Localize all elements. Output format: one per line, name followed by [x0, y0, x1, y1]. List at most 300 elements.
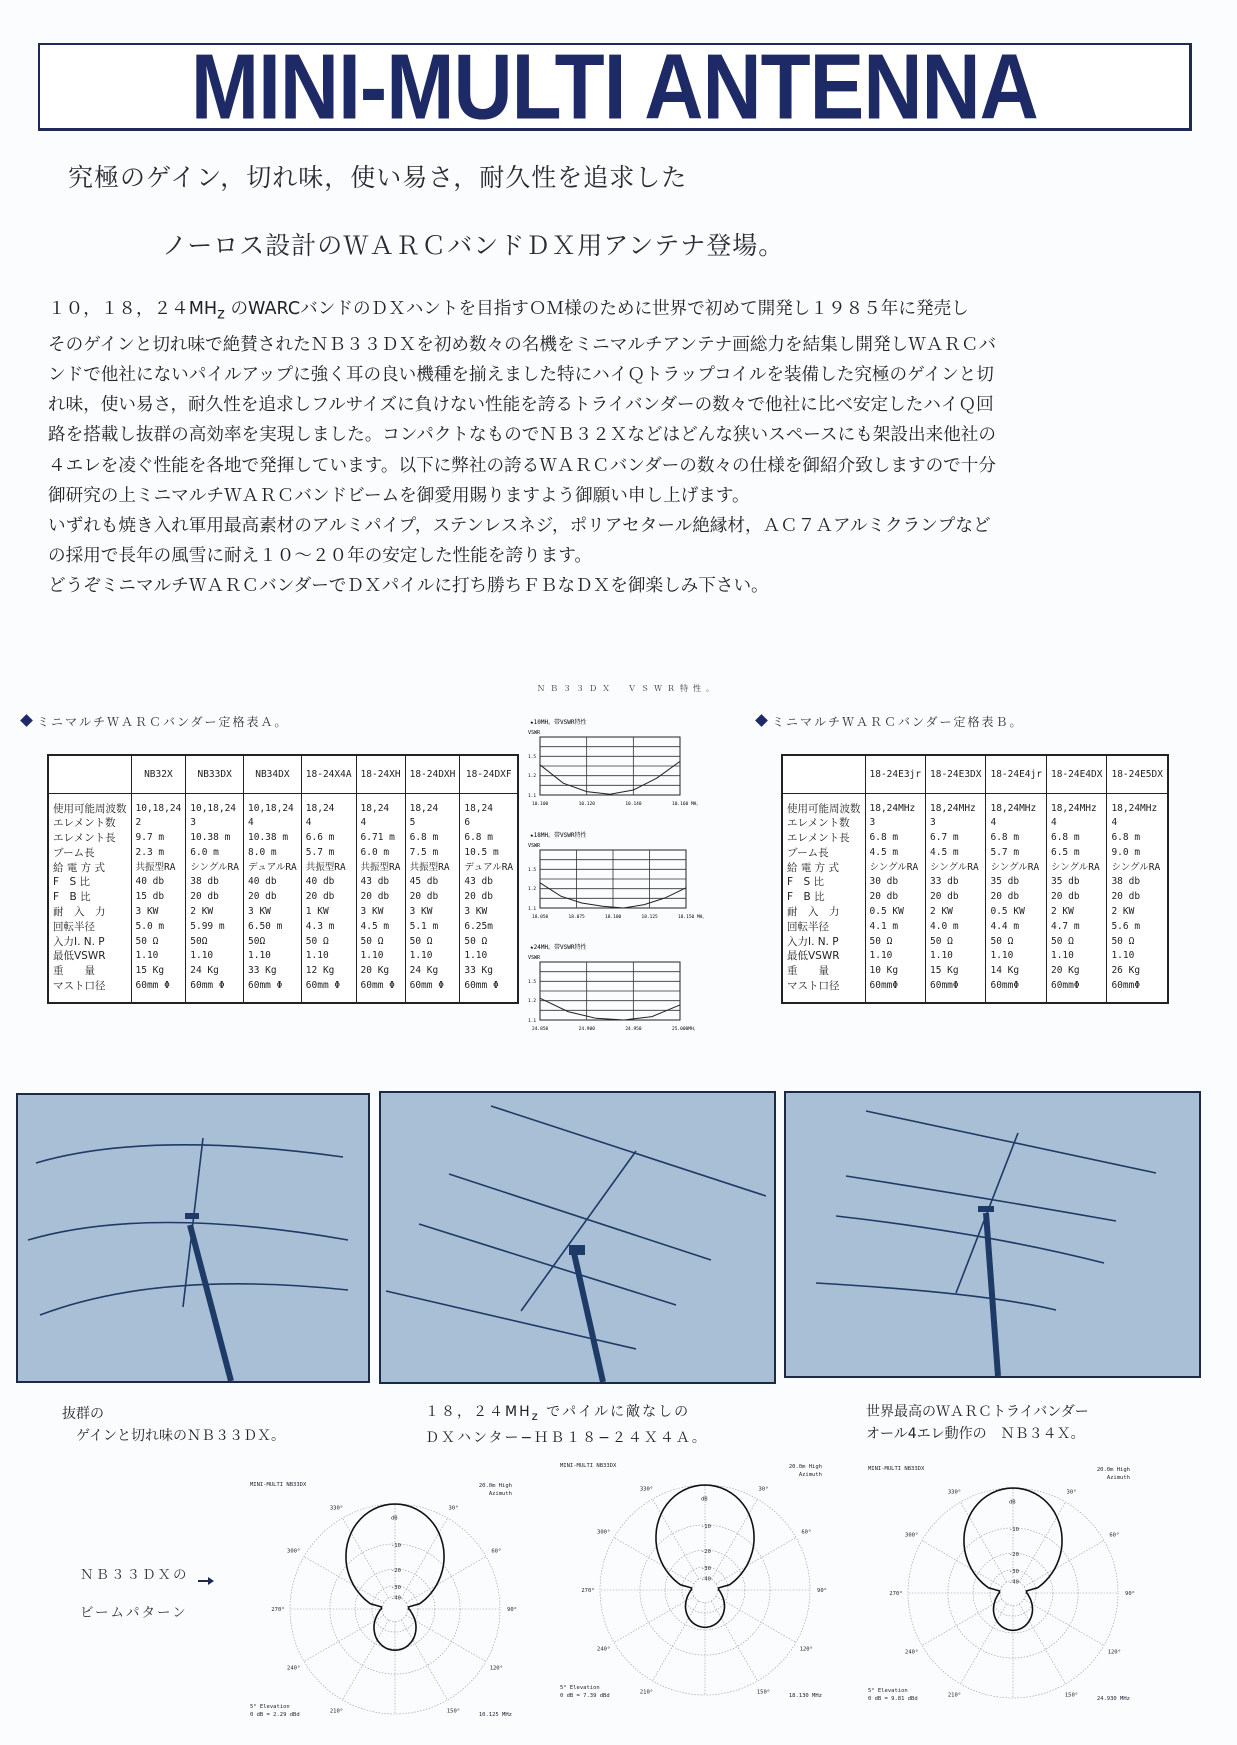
- polar-header: MINI-MULTI NB33DX: [560, 1463, 617, 1469]
- polar-angle-label: 60°: [1109, 1532, 1120, 1539]
- table-cell: 45 db: [405, 875, 460, 890]
- table-cell: 1.10: [301, 949, 356, 964]
- row-label: エレメント数: [48, 816, 131, 831]
- table-cell: 60mm Φ: [131, 979, 186, 1003]
- polar-header: MINI-MULTI NB33DX: [250, 1482, 307, 1488]
- vswr-y-tick-label: 1.5: [528, 980, 537, 985]
- vswr-x-tick-label: 18.150 MH。: [678, 915, 707, 920]
- table-cell: 38 db: [186, 875, 244, 890]
- vswr-chart-label: ★18MH。帯VSWR特性: [530, 832, 587, 839]
- polar-mode: Azimuth: [488, 1491, 512, 1497]
- table-row: [782, 793, 1168, 816]
- table-cell: 60mm Φ: [301, 979, 356, 1003]
- table-cell: 50 Ω: [131, 935, 186, 950]
- table-cell: 10 Kg: [865, 964, 925, 979]
- vswr-y-axis-label: VSWR: [528, 730, 541, 736]
- table-a-caption: [22, 713, 289, 730]
- table-cell: 6.0 m: [356, 846, 405, 861]
- polar-spoke: [711, 1499, 757, 1579]
- vswr-chart-24mhz: [528, 940, 708, 1040]
- polar-angle-label: 330°: [329, 1505, 344, 1512]
- column-header: 18-24E3DX: [926, 755, 986, 793]
- table-cell: 20 db: [986, 890, 1046, 905]
- table-cell: 3 KW: [131, 905, 186, 920]
- polar-mode: Azimuth: [798, 1472, 822, 1478]
- polar-angle-label: 240°: [597, 1646, 611, 1653]
- polar-angle-label: 270°: [889, 1591, 903, 1597]
- column-header: 18-24E4jr: [986, 755, 1046, 793]
- row-label: 重 量: [782, 964, 865, 979]
- table-cell: 20 db: [301, 890, 356, 905]
- column-header: 18-24DXF: [460, 755, 518, 793]
- table-cell: 12 Kg: [301, 964, 356, 979]
- photo-caption-2-line-1: １８，$24MH_z$ でパイルに敵なしの: [425, 1404, 691, 1423]
- polar-ring-label: -20: [391, 1568, 401, 1575]
- polar-ring-label: -10: [1009, 1526, 1019, 1533]
- polar-plot-24mhz: [868, 1458, 1188, 1728]
- page-title: MINI-MULTI ANTENNA: [191, 34, 1038, 138]
- polar-gain-reference: 0 dB = 7.39 dBd: [560, 1693, 610, 1699]
- table-cell: 6.8 m: [460, 831, 518, 846]
- polar-ring-label: -20: [701, 1549, 711, 1556]
- row-label: 最低VSWR: [782, 949, 865, 964]
- table-cell: 8.0 m: [244, 846, 302, 861]
- table-cell: 18,24MHz: [1107, 793, 1168, 816]
- table-cell: 50 Ω: [356, 935, 405, 950]
- photo-caption-2: [425, 1401, 708, 1449]
- table-cell: 9.7 m: [131, 831, 186, 846]
- row-label: エレメント数: [782, 816, 865, 831]
- table-cell: シングルRA: [865, 861, 925, 876]
- table-cell: デュアルRA: [460, 861, 518, 876]
- table-row: [782, 905, 1168, 920]
- polar-spoke: [961, 1502, 1007, 1582]
- polar-ring: [330, 1544, 460, 1674]
- table-cell: 18,24MHz: [865, 793, 925, 816]
- table-row: [48, 793, 518, 816]
- photo-caption-1-line-1: 抜群の: [62, 1406, 104, 1422]
- row-label: 入力I. N. P: [782, 935, 865, 950]
- polar-ring-label: -40: [391, 1595, 401, 1602]
- row-label: 耐 入 力: [48, 905, 131, 920]
- polar-angle-label: 90°: [1125, 1591, 1135, 1597]
- table-cell: 4.1 m: [865, 920, 925, 935]
- table-cell: 14 Kg: [986, 964, 1046, 979]
- table-cell: 9.0 m: [1107, 846, 1168, 861]
- polar-spoke: [343, 1518, 389, 1598]
- vswr-x-tick-label: 25.000MH。: [672, 1027, 699, 1032]
- table-cell: 50 Ω: [865, 935, 925, 950]
- vswr-x-tick-label: 10.160 MH。: [672, 802, 701, 807]
- row-label: エレメント長: [48, 831, 131, 846]
- antenna-photo-3: [784, 1091, 1201, 1378]
- table-row: [782, 890, 1168, 905]
- column-header: 18-24E3jr: [865, 755, 925, 793]
- vswr-x-tick-label: 10.120: [578, 802, 595, 807]
- table-cell: 10,18,24: [131, 793, 186, 816]
- vswr-x-tick-label: 18.050: [532, 915, 549, 920]
- intro-line: そのゲインと切れ味で絶賛されたＮＢ３３ＤＸを初め数々の名機をミニマルチアンテナ画総力を結集し開発しＷＡＲＣバ: [48, 334, 997, 355]
- table-row: [48, 964, 518, 979]
- table-cell: 1.10: [926, 949, 986, 964]
- right-arrow-icon: [198, 1577, 214, 1585]
- table-cell: 6: [460, 816, 518, 831]
- table-cell: 3 KW: [460, 905, 518, 920]
- table-cell: 4: [356, 816, 405, 831]
- table-cell: 33 Kg: [244, 964, 302, 979]
- polar-spoke: [406, 1615, 486, 1661]
- table-cell: 60mmΦ: [986, 979, 1046, 1003]
- table-cell: 5.99 m: [186, 920, 244, 935]
- row-label: 重 量: [48, 964, 131, 979]
- table-row: [782, 964, 1168, 979]
- intro-line: ンドで他社にないパイルアップに強く耳の良い機種を揃えました特にハイＱトラップコイルを装備した究極のゲインと切: [48, 364, 994, 385]
- spec-table-a: [47, 754, 519, 1004]
- table-cell: 40 db: [301, 875, 356, 890]
- table-cell: 共振型RA: [356, 861, 405, 876]
- column-header: 18-24DXH: [405, 755, 460, 793]
- vswr-y-tick-label: 1.1: [528, 794, 537, 799]
- table-cell: 1 KW: [301, 905, 356, 920]
- table-cell: 1.10: [186, 949, 244, 964]
- photo-caption-3: [866, 1401, 1089, 1445]
- intro-line: どうぞミニマルチＷＡＲＣバンダーでＤＸパイルに打ち勝ちＦＢなＤＸを御楽しみ下さい。: [48, 576, 769, 597]
- vswr-x-tick-label: 18.125: [641, 915, 658, 920]
- table-cell: 4: [1046, 816, 1106, 831]
- polar-plot-10mhz: [250, 1474, 540, 1734]
- table-cell: 4.3 m: [301, 920, 356, 935]
- table-cell: 60mmΦ: [865, 979, 925, 1003]
- polar-spoke: [343, 1620, 389, 1700]
- row-label: F S 比: [782, 875, 865, 890]
- polar-ring-label: -40: [701, 1576, 711, 1583]
- polar-angle-label: 300°: [905, 1532, 919, 1539]
- table-cell: 60mm Φ: [244, 979, 302, 1003]
- table-row: [48, 949, 518, 964]
- table-cell: 5.0 m: [131, 920, 186, 935]
- vswr-chart-10mhz: [528, 715, 708, 815]
- vswr-x-tick-label: 10.100: [532, 802, 549, 807]
- diamond-bullet-icon: [20, 714, 33, 727]
- table-cell: 24 Kg: [405, 964, 460, 979]
- table-row: [782, 816, 1168, 831]
- table-cell: 43 db: [460, 875, 518, 890]
- table-cell: デュアルRA: [244, 861, 302, 876]
- polar-ring-label: dB: [391, 1515, 398, 1522]
- table-cell: 4.7 m: [1046, 920, 1106, 935]
- table-cell: 20 db: [1107, 890, 1168, 905]
- polar-spoke: [304, 1615, 384, 1661]
- table-cell: 15 db: [131, 890, 186, 905]
- table-cell: 6.6 m: [301, 831, 356, 846]
- table-cell: 50 Ω: [460, 935, 518, 950]
- polar-height-note: 20.0m High: [1096, 1467, 1130, 1473]
- table-cell: 5.1 m: [405, 920, 460, 935]
- column-header: NB34DX: [244, 755, 302, 793]
- title-banner: [38, 34, 1192, 138]
- polar-spoke: [711, 1601, 757, 1681]
- row-label: 回転半径: [782, 920, 865, 935]
- subtitle-2: ノーロス設計のＷＡＲＣバンドＤＸ用アンテナ登場。: [162, 231, 785, 260]
- table-cell: 2 KW: [1107, 905, 1168, 920]
- table-cell: 6.71 m: [356, 831, 405, 846]
- polar-angle-label: 240°: [287, 1665, 301, 1672]
- polar-gain-reference: 0 dB = 9.81 dBd: [868, 1696, 918, 1702]
- table-cell: 50 Ω: [1107, 935, 1168, 950]
- vswr-x-tick-label: 24.900: [578, 1027, 595, 1032]
- polar-ring-label: -10: [701, 1523, 711, 1530]
- polar-angle-label: 330°: [947, 1489, 962, 1496]
- table-row: [782, 831, 1168, 846]
- table-cell: 26 Kg: [1107, 964, 1168, 979]
- table-cell: 3: [186, 816, 244, 831]
- table-row: [48, 979, 518, 1003]
- polar-ring-label: -40: [1009, 1579, 1019, 1586]
- polar-header: MINI-MULTI NB33DX: [868, 1466, 925, 1472]
- table-cell: 4.4 m: [986, 920, 1046, 935]
- diamond-bullet-icon: [755, 714, 768, 727]
- table-cell: 20 db: [1046, 890, 1106, 905]
- table-cell: 35 db: [1046, 875, 1106, 890]
- table-cell: 4: [986, 816, 1046, 831]
- table-cell: シングルRA: [1107, 861, 1168, 876]
- spec-table-b: [781, 754, 1169, 1004]
- table-cell: 18,24: [356, 793, 405, 816]
- polar-ring-label: dB: [1009, 1499, 1016, 1506]
- table-cell: 6.8 m: [1046, 831, 1106, 846]
- polar-ring-label: -30: [391, 1584, 401, 1591]
- vswr-x-tick-label: 18.075: [568, 915, 585, 920]
- table-cell: 10,18,24: [244, 793, 302, 816]
- table-cell: 50Ω: [186, 935, 244, 950]
- polar-angle-label: 300°: [597, 1529, 611, 1536]
- polar-angle-label: 90°: [507, 1607, 517, 1613]
- column-header: 18-24X4A: [301, 755, 356, 793]
- table-cell: 20 db: [186, 890, 244, 905]
- row-label: F B 比: [48, 890, 131, 905]
- table-cell: 60mm Φ: [356, 979, 405, 1003]
- table-cell: 20 db: [356, 890, 405, 905]
- beam-pattern-note-line-2: ビームパターン: [80, 1605, 188, 1621]
- table-row: [782, 846, 1168, 861]
- row-label: 給 電 方 式: [782, 861, 865, 876]
- vswr-y-tick-label: 1.5: [528, 755, 537, 760]
- polar-angle-label: 30°: [448, 1505, 459, 1512]
- table-row: [782, 935, 1168, 950]
- table-cell: 6.8 m: [986, 831, 1046, 846]
- row-label: マスト口径: [48, 979, 131, 1003]
- table-cell: 4.0 m: [926, 920, 986, 935]
- polar-angle-label: 120°: [799, 1646, 813, 1653]
- column-header: 18-24E4DX: [1046, 755, 1106, 793]
- polar-angle-label: 30°: [758, 1486, 769, 1493]
- polar-ring-label: -10: [391, 1542, 401, 1549]
- table-cell: 35 db: [986, 875, 1046, 890]
- table-cell: 24 Kg: [186, 964, 244, 979]
- vswr-y-tick-label: 1.2: [528, 774, 537, 779]
- beam-pattern-note-line-1: ＮＢ３３ＤＸの: [80, 1567, 189, 1583]
- polar-angle-label: 150°: [756, 1689, 771, 1696]
- table-cell: 3: [926, 816, 986, 831]
- polar-spoke: [1024, 1541, 1104, 1587]
- row-label: F B 比: [782, 890, 865, 905]
- table-cell: 18,24MHz: [1046, 793, 1106, 816]
- vswr-x-tick-label: 24.850: [532, 1027, 549, 1032]
- table-cell: 3 KW: [356, 905, 405, 920]
- table-cell: 15 Kg: [131, 964, 186, 979]
- row-label: 入力I. N. P: [48, 935, 131, 950]
- table-cell: 5: [405, 816, 460, 831]
- table-cell: 4.5 m: [356, 920, 405, 935]
- polar-ring-label: dB: [701, 1496, 708, 1503]
- polar-spoke: [304, 1557, 384, 1603]
- table-cell: 20 db: [405, 890, 460, 905]
- table-row: [48, 831, 518, 846]
- table-b-caption-text: ミニマルチＷＡＲＣバンダー定格表Ｂ。: [772, 715, 1024, 729]
- vswr-x-tick-label: 24.950: [625, 1027, 642, 1032]
- table-row: [782, 920, 1168, 935]
- table-cell: 60mmΦ: [1046, 979, 1106, 1003]
- table-cell: 18,24MHz: [986, 793, 1046, 816]
- table-row: [48, 920, 518, 935]
- table-cell: 3 KW: [405, 905, 460, 920]
- table-cell: 60mm Φ: [460, 979, 518, 1003]
- polar-spoke: [614, 1596, 694, 1642]
- polar-gain-reference: 0 dB = 2.29 dBd: [250, 1712, 300, 1718]
- polar-elevation: 5° Elevation: [868, 1688, 908, 1694]
- vswr-y-tick-label: 1.1: [528, 1019, 537, 1024]
- polar-spoke: [614, 1538, 694, 1584]
- table-cell: 4.5 m: [926, 846, 986, 861]
- polar-angle-label: 150°: [1064, 1692, 1079, 1699]
- table-cell: 6.7 m: [926, 831, 986, 846]
- polar-ring-label: -20: [1009, 1552, 1019, 1559]
- table-cell: 1.10: [405, 949, 460, 964]
- table-cell: シングルRA: [986, 861, 1046, 876]
- polar-angle-label: 120°: [489, 1665, 503, 1672]
- polar-spoke: [1024, 1599, 1104, 1645]
- polar-spoke: [401, 1620, 447, 1700]
- table-row: [782, 979, 1168, 1003]
- table-cell: シングルRA: [186, 861, 244, 876]
- table-cell: 2.3 m: [131, 846, 186, 861]
- table-cell: 40 db: [131, 875, 186, 890]
- photo-caption-1: [62, 1403, 285, 1447]
- table-row: [782, 949, 1168, 964]
- table-row: [48, 890, 518, 905]
- polar-ring: [948, 1528, 1078, 1658]
- polar-spoke: [961, 1604, 1007, 1684]
- table-cell: 15 Kg: [926, 964, 986, 979]
- row-label: ブーム長: [782, 846, 865, 861]
- table-cell: 1.10: [865, 949, 925, 964]
- polar-angle-label: 270°: [271, 1607, 285, 1613]
- polar-height-note: 20.0m High: [478, 1483, 512, 1489]
- table-row: [48, 846, 518, 861]
- polar-mode: Azimuth: [1106, 1475, 1130, 1481]
- table-cell: 30 db: [865, 875, 925, 890]
- table-cell: 1.10: [244, 949, 302, 964]
- vswr-y-tick-label: 1.5: [528, 868, 537, 873]
- polar-angle-label: 120°: [1107, 1649, 1121, 1656]
- vswr-chart-label: ★24MH。帯VSWR特性: [530, 944, 587, 951]
- column-header: NB33DX: [186, 755, 244, 793]
- table-cell: 10.38 m: [244, 831, 302, 846]
- intro-line: 路を搭載し抜群の高効率を実現しました。コンパクトなものでＮＢ３２Ｘなどはどんな狭いスペースにも架設出来他社の: [48, 425, 996, 446]
- table-cell: 20 Kg: [356, 964, 405, 979]
- polar-angle-label: 330°: [639, 1486, 654, 1493]
- vswr-chart-label: ★10MH。帯VSWR特性: [530, 719, 587, 726]
- table-cell: 4: [301, 816, 356, 831]
- antenna-photo-2-image: [381, 1093, 774, 1382]
- table-cell: 60mm Φ: [405, 979, 460, 1003]
- table-cell: 2: [131, 816, 186, 831]
- table-cell: 10,18,24: [186, 793, 244, 816]
- table-cell: 4.5 m: [865, 846, 925, 861]
- table-cell: 3: [865, 816, 925, 831]
- column-header: 18-24XH: [356, 755, 405, 793]
- table-cell: 43 db: [356, 875, 405, 890]
- table-cell: 6.8 m: [865, 831, 925, 846]
- antenna-photo-3-image: [786, 1093, 1199, 1376]
- row-label: F S 比: [48, 875, 131, 890]
- table-cell: 50 Ω: [986, 935, 1046, 950]
- table-cell: 10.38 m: [186, 831, 244, 846]
- polar-elevation: 5° Elevation: [560, 1685, 600, 1691]
- subtitle-1: 究極のゲイン，切れ味，使い易さ，耐久性を追求した: [68, 163, 688, 192]
- table-cell: 5.7 m: [986, 846, 1046, 861]
- vswr-y-axis-label: VSWR: [528, 843, 541, 849]
- table-row: [48, 816, 518, 831]
- table-cell: 6.25m: [460, 920, 518, 935]
- table-cell: 50 Ω: [1046, 935, 1106, 950]
- table-cell: 50 Ω: [405, 935, 460, 950]
- intro-line: 御研究の上ミニマルチＷＡＲＣバンドビームを御愛用賜りますよう御願い申し上げます。: [48, 485, 750, 506]
- polar-ring-label: -30: [1009, 1568, 1019, 1575]
- table-cell: シングルRA: [926, 861, 986, 876]
- table-cell: 0.5 KW: [986, 905, 1046, 920]
- polar-angle-label: 60°: [801, 1529, 812, 1536]
- vswr-curve: [540, 998, 680, 1020]
- polar-spoke: [1019, 1604, 1065, 1684]
- polar-angle-label: 60°: [491, 1548, 502, 1555]
- polar-angle-label: 90°: [817, 1588, 827, 1594]
- table-cell: 共振型RA: [405, 861, 460, 876]
- intro-line: １０，１８，$24MH_z$ のWARCバンドのＤＸハントを目指すＯＭ様のために世界で初めて開発し１９８５年に発売し: [48, 299, 969, 323]
- polar-angle-label: 210°: [947, 1692, 962, 1699]
- table-cell: 2 KW: [1046, 905, 1106, 920]
- intro-line: いずれも焼き入れ軍用最高素材のアルミパイプ，ステンレスネジ，ポリアセタール絶縁材，ＡＣ７Ａアルミクランプなど: [48, 515, 991, 536]
- table-cell: 2 KW: [186, 905, 244, 920]
- table-cell: 1.10: [1107, 949, 1168, 964]
- table-cell: 6.8 m: [1107, 831, 1168, 846]
- table-cell: 2 KW: [926, 905, 986, 920]
- table-cell: 33 Kg: [460, 964, 518, 979]
- table-cell: 20 db: [865, 890, 925, 905]
- row-label: 使用可能周波数: [782, 793, 865, 816]
- table-cell: 18,24MHz: [926, 793, 986, 816]
- vswr-y-tick-label: 1.2: [528, 999, 537, 1004]
- intro-paragraph: [48, 294, 1188, 602]
- intro-line: ４エレを凌ぐ性能を各地で発揮しています。以下に弊社の誇るＷＡＲＣバンダーの数々の仕様を御紹介致しますので十分: [48, 455, 996, 476]
- table-cell: 1.10: [1046, 949, 1106, 964]
- polar-frequency: 24.930 MHz: [1096, 1696, 1130, 1702]
- polar-plot-18mhz: [560, 1455, 850, 1725]
- table-cell: 5.7 m: [301, 846, 356, 861]
- table-cell: 18,24: [405, 793, 460, 816]
- polar-angle-label: 150°: [446, 1708, 461, 1715]
- table-cell: 1.10: [131, 949, 186, 964]
